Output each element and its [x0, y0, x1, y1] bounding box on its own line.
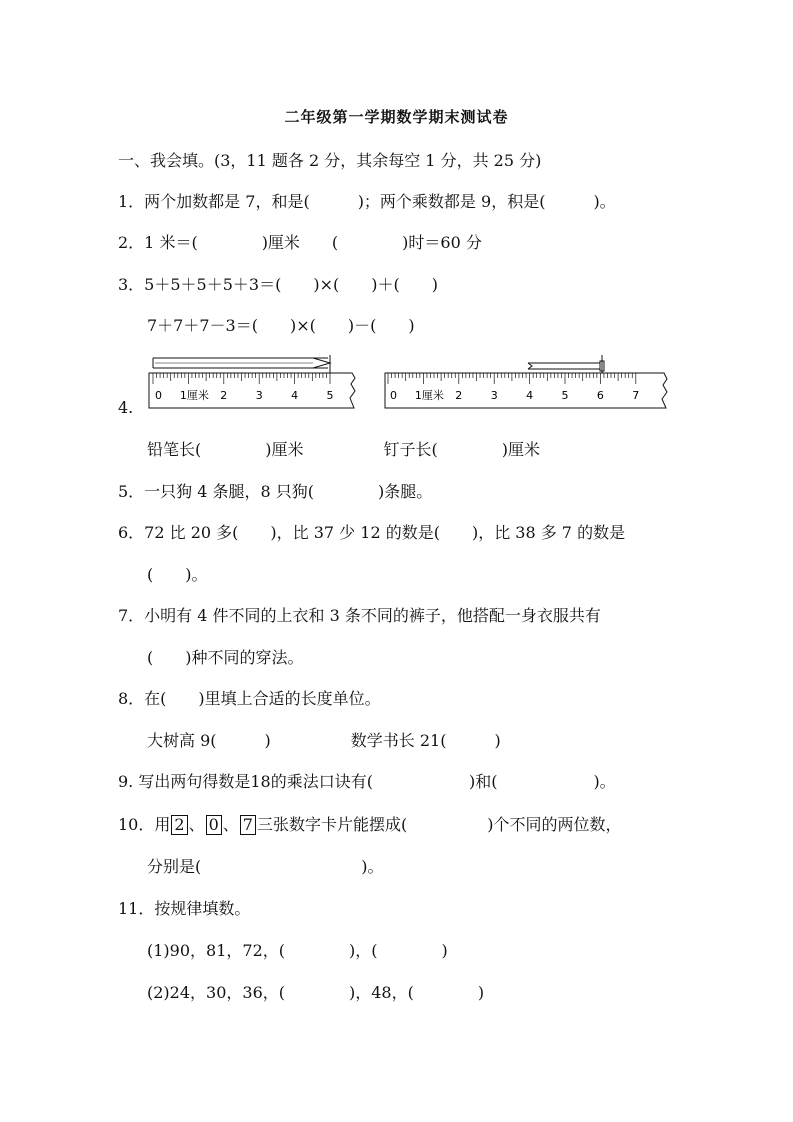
- ruler-label: 7: [632, 389, 640, 402]
- question-11-part-1: (1)90，81，72，( )，( ): [147, 941, 448, 960]
- question-2: 2．1 米＝( )厘米 ( )时＝60 分: [118, 233, 482, 252]
- digit-card-0: 0: [206, 815, 222, 835]
- pencil-icon: [153, 355, 330, 375]
- question-7-line-2: ( )种不同的穿法。: [147, 648, 304, 667]
- question-6-line-2: ( )。: [147, 565, 208, 584]
- question-3-line-2: 7＋7＋7－3＝( )×( )－( ): [147, 316, 415, 335]
- question-3-line-1: 3．5＋5＋5＋5＋3＝( )×( )＋( ): [118, 275, 438, 294]
- question-5: 5．一只狗 4 条腿，8 只狗( )条腿。: [118, 482, 433, 501]
- nail-icon: [528, 355, 604, 375]
- ruler-label: 5: [561, 389, 569, 402]
- ruler-label: 4: [526, 389, 534, 402]
- section-heading: 一、我会填。(3，11 题各 2 分，其余每空 1 分，共 25 分): [118, 151, 542, 170]
- ruler-label: 1厘米: [414, 389, 444, 402]
- digit-card-2: 2: [171, 815, 187, 835]
- digit-card-7: 7: [240, 815, 256, 835]
- question-8-line-1: 8．在( )里填上合适的长度单位。: [118, 689, 381, 708]
- ruler-label: 2: [455, 389, 463, 402]
- ruler-label: 1厘米: [179, 389, 209, 402]
- ruler-label: 2: [220, 389, 228, 402]
- question-4-answers: 铅笔长( )厘米 钉子长( )厘米: [147, 440, 540, 459]
- separator: 、: [188, 815, 205, 834]
- question-11: 11．按规律填数。: [118, 899, 251, 918]
- question-1: 1．两个加数都是 7，和是( )；两个乘数都是 9，积是( )。: [118, 192, 616, 211]
- ruler-label: 3: [255, 389, 263, 402]
- separator: 、: [222, 815, 239, 834]
- ruler-label: 5: [326, 389, 334, 402]
- question-6-line-1: 6．72 比 20 多( )，比 37 少 12 的数是( )，比 38 多 7 的数是: [118, 523, 626, 542]
- question-11-part-2: (2)24，30，36，( )，48，( ): [147, 983, 485, 1002]
- question-9: 9. 写出两句得数是18的乘法口诀有( )和( )。: [118, 772, 616, 791]
- q10-suffix: 三张数字卡片能摆成( )个不同的两位数，: [256, 815, 622, 834]
- question-10-line-1: [118, 815, 621, 835]
- ruler-label: 0: [390, 389, 397, 402]
- page-title: 二年级第一学期数学期末测试卷: [284, 108, 509, 126]
- ruler-label: 0: [155, 389, 162, 402]
- q10-prefix: 10．用: [118, 815, 171, 834]
- ruler-label: 3: [490, 389, 498, 402]
- ruler-label: 6: [596, 389, 604, 402]
- question-10-line-2: 分别是( )。: [147, 857, 384, 876]
- question-4-number: 4.: [118, 398, 134, 417]
- nail-ruler: [382, 355, 672, 413]
- question-7-line-1: 7．小明有 4 件不同的上衣和 3 条不同的裤子，他搭配一身衣服共有: [118, 606, 601, 625]
- ruler-label: 4: [291, 389, 299, 402]
- pencil-ruler: [145, 355, 360, 413]
- question-8-line-2: 大树高 9( ) 数学书长 21( ): [147, 731, 501, 750]
